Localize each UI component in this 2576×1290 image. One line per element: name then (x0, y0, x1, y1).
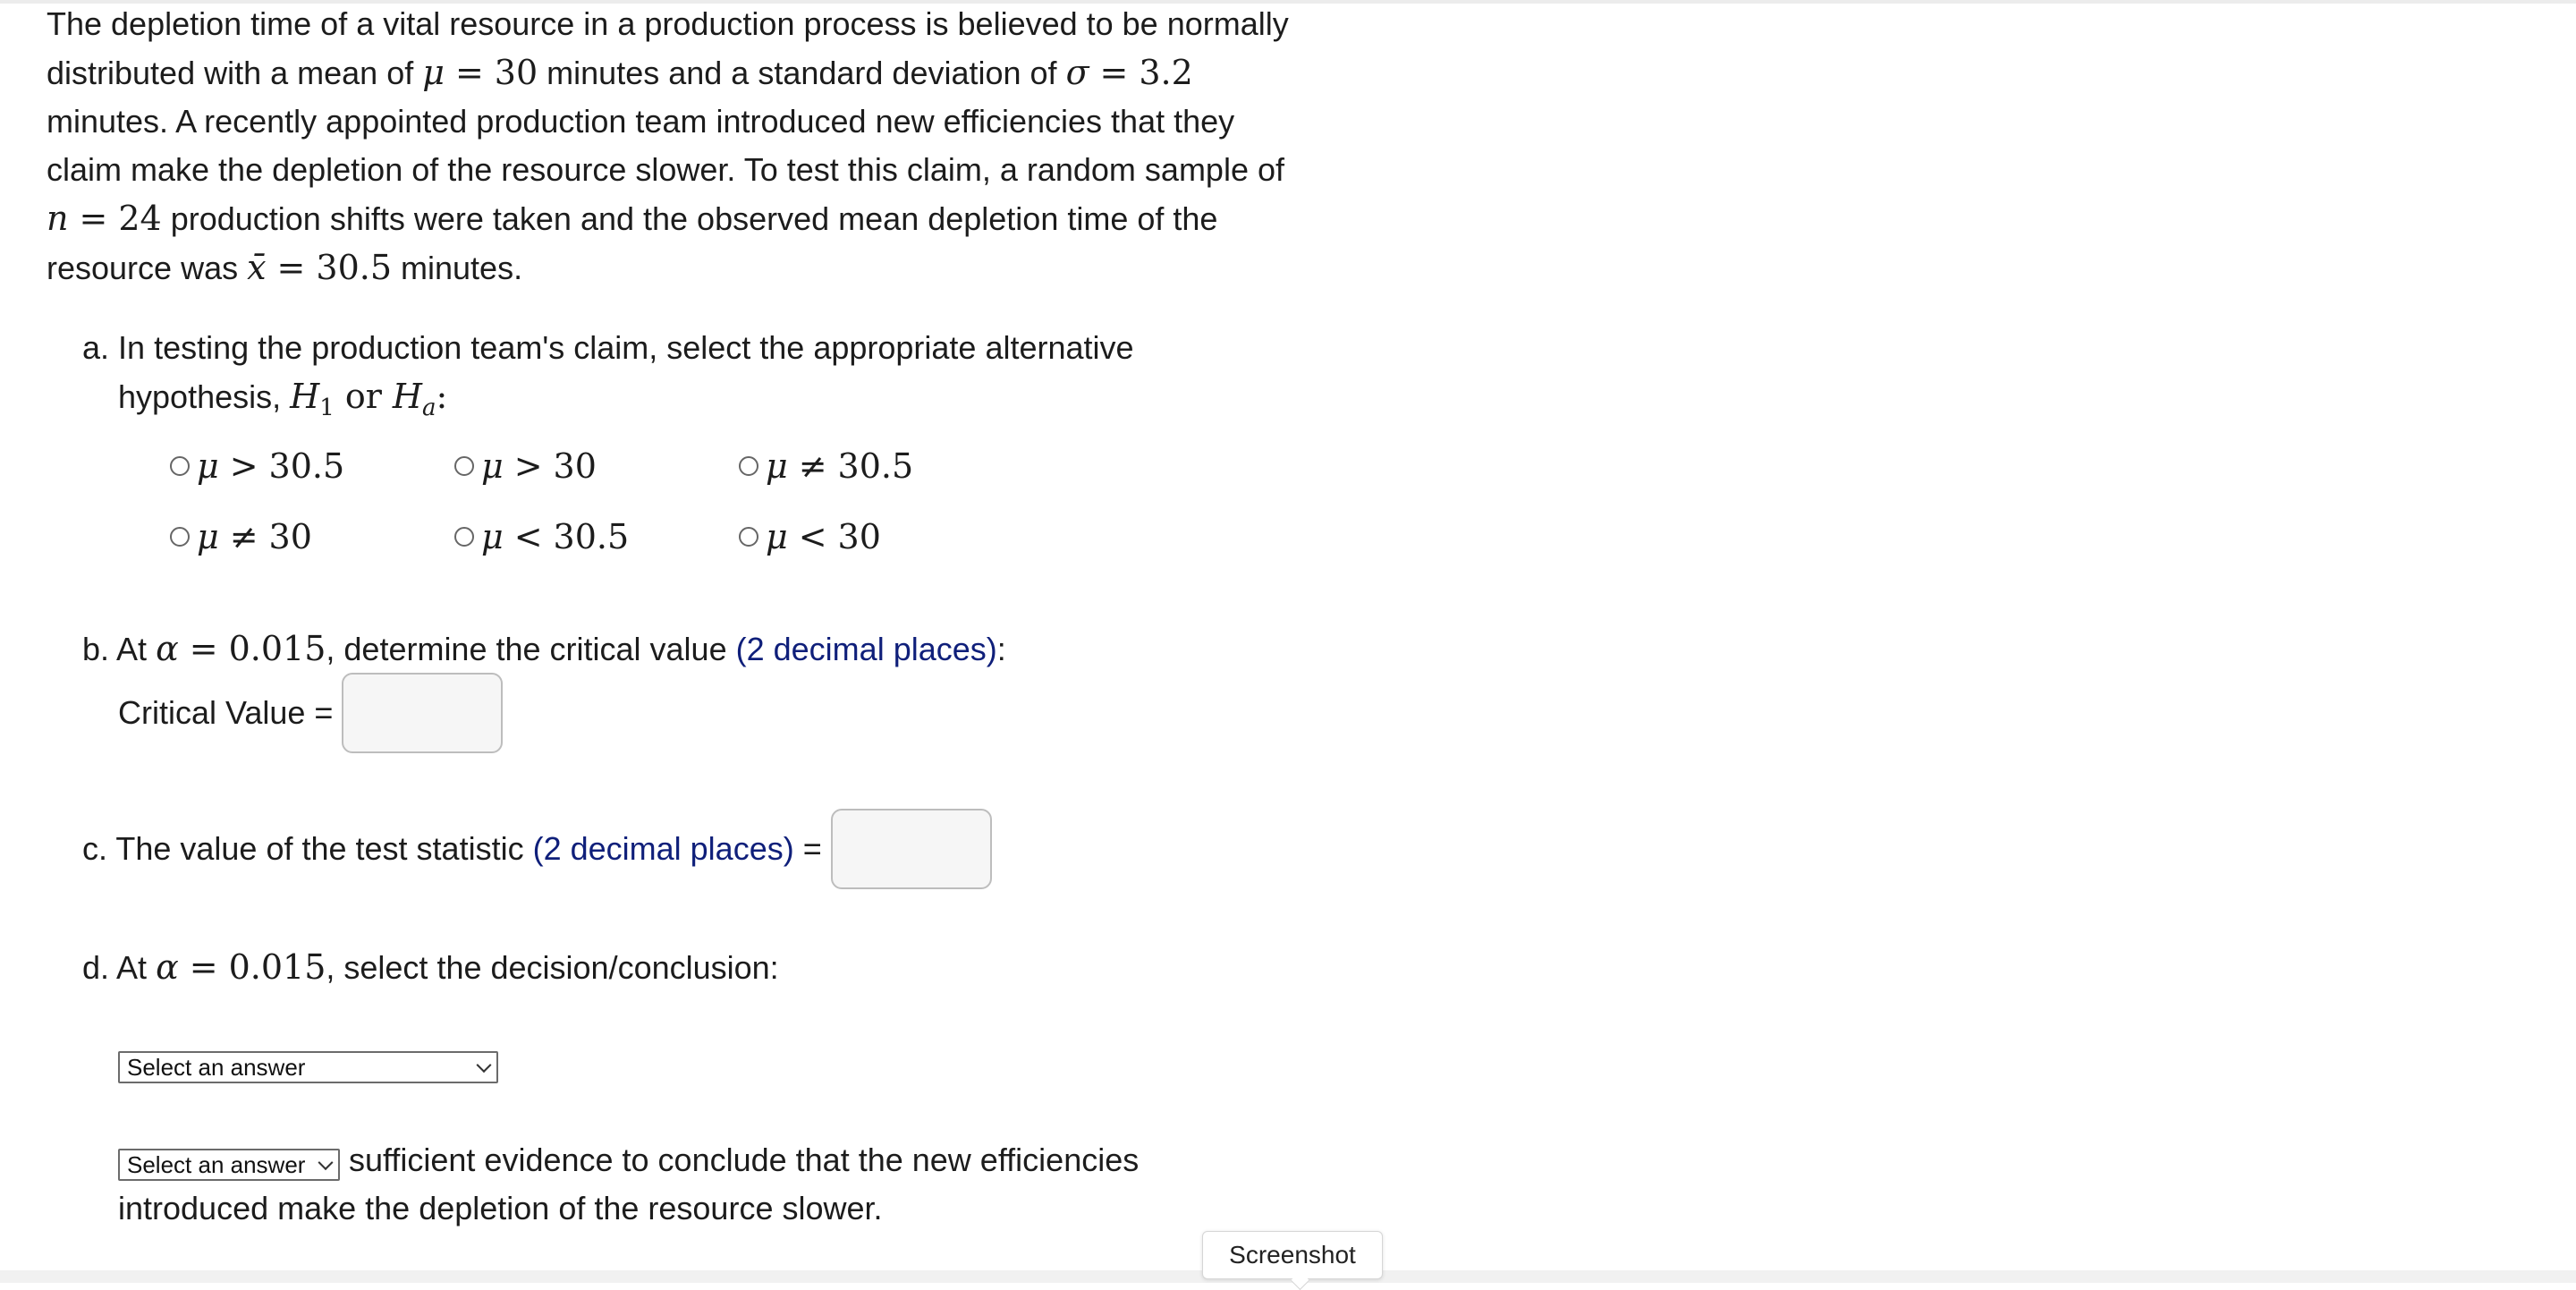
sample-size-expression: n = 24 (47, 199, 162, 238)
decimal-hint: (2 decimal places) (532, 830, 794, 867)
part-d-question: d. At α = 0.015, select the decision/conclusion: (82, 947, 779, 987)
critical-value-input[interactable] (342, 673, 503, 753)
option-mu-gt-30[interactable]: μ > 30 (454, 446, 597, 486)
sd-expression: σ = 3.2 (1065, 53, 1193, 92)
problem-line-4: claim make the depletion of the resource slower. To test this claim, a random sample of (47, 151, 1284, 188)
option-mu-ne-30[interactable]: μ ≠ 30 (170, 517, 312, 556)
part-c-question: c. The value of the test statistic (2 decimal places) = (82, 809, 992, 889)
problem-line-1: The depletion time of a vital resource in a production process is believed to be normally (47, 5, 1289, 42)
screenshot-tooltip: Screenshot (1202, 1231, 1383, 1279)
chevron-down-icon (318, 1155, 334, 1170)
option-mu-lt-30[interactable]: μ < 30 (739, 517, 881, 556)
alpha-expression: α = 0.015 (156, 947, 326, 987)
conclusion-line-1: sufficient evidence to conclude that the new efficiencies (349, 1141, 1140, 1178)
conclusion-line-2: introduced make the depletion of the resource slower. (118, 1190, 883, 1226)
radio-circle[interactable] (454, 456, 474, 476)
radio-circle[interactable] (170, 527, 190, 547)
part-a-line-1: a. In testing the production team's claim, select the appropriate alternative (82, 329, 1134, 366)
radio-circle[interactable] (454, 527, 474, 547)
option-mu-lt-30-5[interactable]: μ < 30.5 (454, 517, 629, 556)
critical-value-row (118, 673, 503, 753)
mean-expression: μ = 30 (422, 53, 538, 92)
critical-value-label: Critical Value = (118, 694, 334, 731)
radio-circle[interactable] (170, 456, 190, 476)
part-a-question (82, 324, 1245, 421)
evidence-select[interactable]: Select an answer (118, 1149, 340, 1181)
chevron-down-icon (477, 1057, 492, 1073)
radio-circle[interactable] (739, 527, 758, 547)
decision-select[interactable]: Select an answer (118, 1051, 498, 1083)
part-b-question: b. At α = 0.015, determine the critical value (2 decimal places): (82, 629, 1006, 668)
option-mu-gt-30-5[interactable]: μ > 30.5 (170, 446, 344, 486)
problem-statement (47, 0, 1317, 293)
problem-line-6: resource was x̄ = 30.5 minutes. (47, 248, 523, 287)
alpha-expression: α = 0.015 (156, 629, 326, 668)
decimal-hint: (2 decimal places) (735, 631, 997, 667)
problem-line-2: distributed with a mean of μ = 30 minutes and a standard deviation of σ = 3.2 (47, 53, 1193, 92)
radio-circle[interactable] (739, 456, 758, 476)
hypothesis-symbols: $H_1$ or $H_a$: (290, 377, 448, 421)
problem-line-5: n = 24 production shifts were taken and the observed mean depletion time of the (47, 199, 1218, 238)
part-a-line-2: hypothesis, $H_1$ or $H_a$: (118, 377, 448, 421)
sample-mean-expression: x̄ = 30.5 (247, 248, 392, 287)
option-mu-ne-30-5[interactable]: μ ≠ 30.5 (739, 446, 913, 486)
test-statistic-input[interactable] (831, 809, 992, 889)
problem-line-3: minutes. A recently appointed production team introduced new efficiencies that they (47, 103, 1235, 140)
